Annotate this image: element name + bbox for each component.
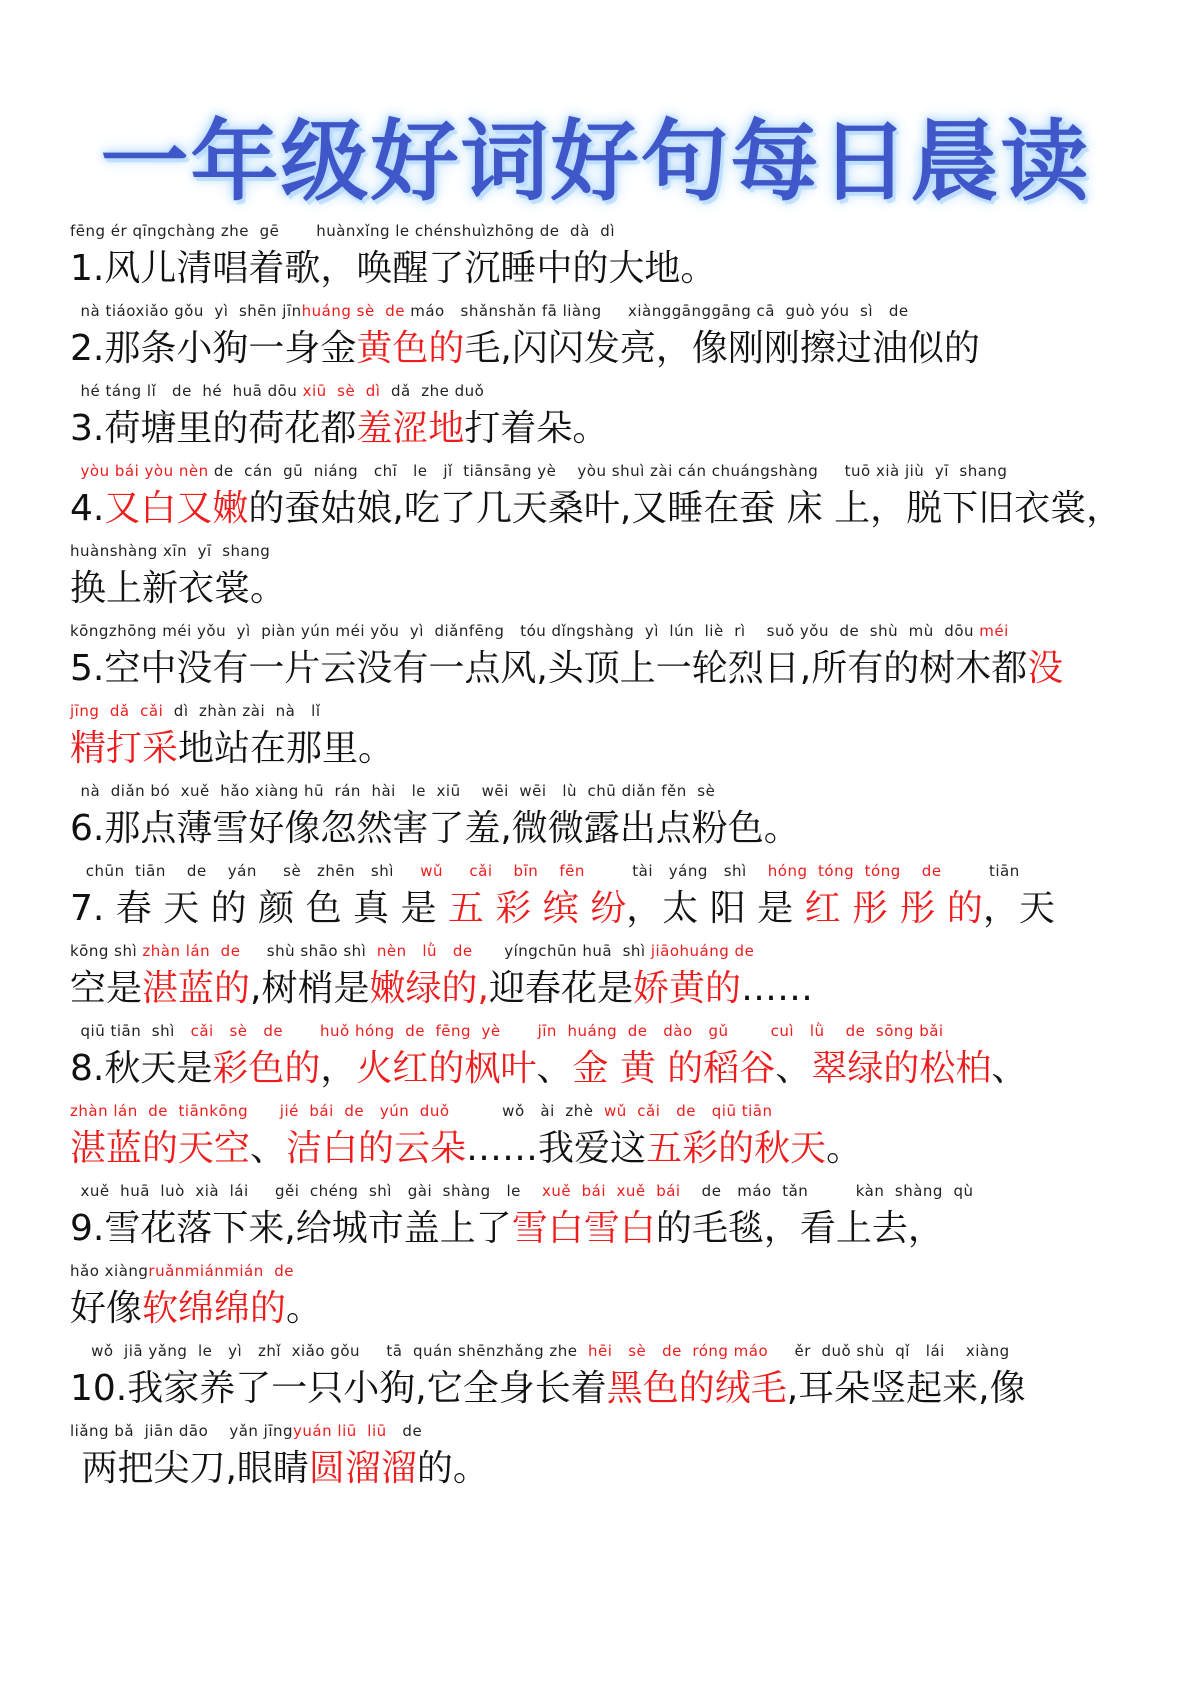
pinyin-segment [729, 1022, 771, 1040]
sentence-segment: 娇黄的 [632, 968, 741, 1009]
pinyin-segment: de cán gū niáng chī le jǐ tiānsāng yè yòu shuì zài cán chuángshàng tuō xià jiù yī shang [208, 462, 1008, 480]
sentence-segment: 6.那点薄雪好像忽然害了羞,微微露出点粉色。 [70, 808, 800, 849]
sentence-segment: 。 [286, 1288, 323, 1329]
pinyin-segment: qiū tiān shì [70, 1022, 191, 1040]
sentence-segment: 。 [826, 1128, 863, 1169]
pinyin-segment: nà diǎn bó xuě hǎo xiàng hū rán hài le xiū wēi wēi lù chū diǎn fěn sè [70, 782, 716, 800]
pinyin-segment: tài yáng shì [584, 862, 768, 880]
sentence-segment: 湛蓝的天空 [70, 1128, 251, 1169]
pinyin-segment: wǔ cǎi bīn fēn [420, 862, 585, 880]
pinyin-segment: yuán liū liū [293, 1422, 387, 1440]
sentence-segment: 精打采 [70, 728, 179, 769]
reading-line [70, 942, 1140, 1022]
sentence-segment: 好像 [70, 1288, 143, 1329]
pinyin-segment: máo shǎnshǎn fā liàng xiànggānggāng cā guò yóu sì de [404, 302, 909, 320]
sentence-segment: 两把尖刀,眼睛 [70, 1448, 309, 1489]
sentence-segment: …… [740, 968, 813, 1009]
sentence-row [70, 400, 1170, 448]
pinyin-segment: xiū sè dì [302, 382, 381, 400]
reading-line [70, 782, 1140, 862]
pinyin-segment: xuě huā luò xià lái gěi chéng shì gài shàng le [70, 1182, 542, 1200]
sentence-segment: 软绵绵的 [142, 1288, 287, 1329]
sentence-row [70, 240, 1170, 288]
sentence-segment: 黑色的绒毛 [606, 1368, 787, 1409]
pinyin-segment: wǒ ài zhè [449, 1102, 604, 1120]
pinyin-segment: hǎo xiàng [70, 1262, 149, 1280]
reading-line [70, 1262, 1140, 1342]
reading-line [70, 1422, 1140, 1502]
sentence-row [70, 1120, 1170, 1168]
pinyin-segment: cuì lǜ de sōng bǎi [770, 1022, 944, 1040]
reading-line [70, 862, 1140, 942]
pinyin-segment: shù shāo shì [240, 942, 377, 960]
reading-line [70, 1342, 1140, 1422]
sentence-segment: 五彩的秋天 [646, 1128, 827, 1169]
pinyin-segment: jīn huáng de dào gǔ [537, 1022, 729, 1040]
pinyin-segment: jiāohuáng de [650, 942, 755, 960]
sentence-row [70, 480, 1170, 528]
sentence-segment: 空是 [70, 968, 143, 1009]
reading-line [70, 462, 1140, 542]
sentence-segment: 黄色的 [356, 328, 465, 369]
pinyin-segment [248, 1102, 280, 1120]
reading-line [70, 1102, 1140, 1182]
sentence-segment: ，天 [982, 888, 1055, 929]
sentence-segment: 9.雪花落下来,给城市盖上了 [70, 1208, 512, 1249]
pinyin-segment: jīng dǎ cǎi [70, 702, 164, 720]
sentence-segment: 、 [250, 1128, 287, 1169]
pinyin-segment: hóng tóng tóng de [767, 862, 942, 880]
sentence-segment: ,耳朵竖起来,像 [786, 1368, 1026, 1409]
pinyin-segment: hēi sè de róng máo [588, 1342, 769, 1360]
pinyin-segment: huǒ hóng de fēng yè [319, 1022, 501, 1040]
pinyin-segment: wǔ cǎi de qiū tiān [603, 1102, 773, 1120]
sentence-segment: 5.空中没有一片云没有一点风,头顶上一轮烈日,所有的树木都 [70, 648, 1028, 689]
sentence-segment: 7. 春 天 的 颜 色 真 是 [70, 888, 448, 929]
sentence-row [70, 1440, 1170, 1488]
pinyin-segment [501, 1022, 538, 1040]
sentence-segment: 2.那条小狗一身金 [70, 328, 357, 369]
sentence-segment: 8.秋天是 [70, 1048, 213, 1089]
reading-line [70, 622, 1140, 702]
pinyin-segment: dǎ zhe duǒ [380, 382, 485, 400]
sentence-row [70, 320, 1170, 368]
sentence-row [70, 560, 1170, 608]
sentence-segment: ， [320, 1048, 357, 1089]
sentence-row [70, 960, 1170, 1008]
sentence-segment: 翠绿的松柏 [811, 1048, 992, 1089]
sentence-segment: 的蚕姑娘,吃了几天桑叶,又睡在蚕 床 上，脱下旧衣裳， [248, 488, 1123, 529]
pinyin-segment: ruǎnmiánmián de [148, 1262, 295, 1280]
pinyin-segment: de [386, 1422, 423, 1440]
sentence-segment: ……我爱这 [466, 1128, 647, 1169]
sentence-segment: 五 彩 缤 纷 [447, 888, 627, 929]
sentence-row [70, 640, 1170, 688]
reading-line [70, 542, 1140, 622]
sentence-segment: 又白又嫩 [104, 488, 249, 529]
reading-line [70, 1182, 1140, 1262]
reading-line [70, 702, 1140, 782]
sentence-row [70, 1280, 1170, 1328]
sentence-row [70, 720, 1170, 768]
sentence-segment: 金 黄 的稻谷 [572, 1048, 776, 1089]
sentence-segment: 4. [70, 488, 105, 529]
pinyin-segment: kōngzhōng méi yǒu yì piàn yún méi yǒu yì diǎnfēng tóu dǐngshàng yì lún liè rì suǒ yǒu de shù mù dōu [70, 622, 980, 640]
pinyin-segment: ěr duǒ shù qǐ lái xiàng [768, 1342, 1010, 1360]
pinyin-segment: fēng ér qīngchàng zhe gē huànxǐng le chénshuìzhōng de dà dì [70, 222, 615, 240]
page-title: 一年级好词好句每日晨读 [100, 110, 1091, 213]
pinyin-segment: yòu bái yòu nèn [80, 462, 209, 480]
sentence-segment: 没 [1027, 648, 1064, 689]
reading-line [70, 222, 1140, 302]
sentence-segment: 火红的枫叶 [356, 1048, 537, 1089]
pinyin-segment [283, 1022, 320, 1040]
pinyin-segment: liǎng bǎ jiān dāo yǎn jīng [70, 1422, 294, 1440]
pinyin-segment: zhàn lán de [142, 942, 241, 960]
reading-lines [70, 222, 1140, 1502]
sentence-segment: 1.风儿清唱着歌，唤醒了沉睡中的大地。 [70, 248, 717, 289]
pinyin-segment: hé táng lǐ de hé huā dōu [70, 382, 303, 400]
sentence-segment: 、 [536, 1048, 573, 1089]
pinyin-segment: wǒ jiā yǎng le yì zhǐ xiǎo gǒu tā quán shēnzhǎng zhe [70, 1342, 589, 1360]
pinyin-segment: chūn tiān de yán sè zhēn shì [70, 862, 421, 880]
pinyin-segment: kōng shì [70, 942, 143, 960]
reading-line [70, 302, 1140, 382]
sentence-segment: 洁白的云朵 [286, 1128, 467, 1169]
sentence-segment: 羞涩地 [356, 408, 465, 449]
sentence-segment: 圆溜溜 [308, 1448, 417, 1489]
sentence-row [70, 1360, 1170, 1408]
sentence-segment: ,树梢是 [250, 968, 370, 1009]
sentence-segment: 、 [991, 1048, 1028, 1089]
sentence-segment: 地站在那里。 [178, 728, 395, 769]
reading-line [70, 382, 1140, 462]
sentence-segment: 、 [775, 1048, 812, 1089]
pinyin-segment: yíngchūn huā shì [472, 942, 651, 960]
sentence-row [70, 880, 1170, 928]
pinyin-segment: tiān [941, 862, 1020, 880]
sentence-segment: 红 彤 彤 的 [804, 888, 983, 929]
pinyin-segment: dì zhàn zài nà lǐ [163, 702, 321, 720]
pinyin-segment: nà tiáoxiǎo gǒu yì shēn jīn [70, 302, 302, 320]
reading-line [70, 1022, 1140, 1102]
pinyin-segment [70, 462, 81, 480]
sentence-segment: 彩色的 [212, 1048, 321, 1089]
sentence-row [70, 800, 1170, 848]
sentence-segment: 换上新衣裳。 [70, 568, 287, 609]
sentence-segment: 3.荷塘里的荷花都 [70, 408, 357, 449]
pinyin-segment: de máo tǎn kàn shàng qù [680, 1182, 974, 1200]
sentence-row [70, 1200, 1170, 1248]
sentence-segment: 迎春花是 [488, 968, 633, 1009]
sentence-segment: 10.我家养了一只小狗,它全身长着 [70, 1368, 607, 1409]
pinyin-segment: cǎi sè de [190, 1022, 284, 1040]
sentence-segment: ，太 阳 是 [626, 888, 805, 929]
sentence-segment: 嫩绿的, [369, 968, 489, 1009]
sentence-segment: 湛蓝的 [142, 968, 251, 1009]
sentence-segment: 打着朵。 [464, 408, 609, 449]
pinyin-segment: nèn lǜ de [376, 942, 473, 960]
sentence-segment: 雪白雪白 [511, 1208, 656, 1249]
pinyin-segment: jié bái de yún duǒ [279, 1102, 450, 1120]
pinyin-segment: zhàn lán de tiānkōng [70, 1102, 249, 1120]
pinyin-segment: huáng sè de [301, 302, 405, 320]
sentence-segment: 的毛毯，看上去， [655, 1208, 944, 1249]
pinyin-segment: méi [979, 622, 1009, 640]
pinyin-segment: xuě bái xuě bái [541, 1182, 681, 1200]
sentence-row [70, 1040, 1170, 1088]
sentence-segment: 毛,闪闪发亮，像刚刚擦过油似的 [464, 328, 980, 369]
pinyin-segment: huànshàng xīn yī shang [70, 542, 271, 560]
sentence-segment: 的。 [416, 1448, 489, 1489]
